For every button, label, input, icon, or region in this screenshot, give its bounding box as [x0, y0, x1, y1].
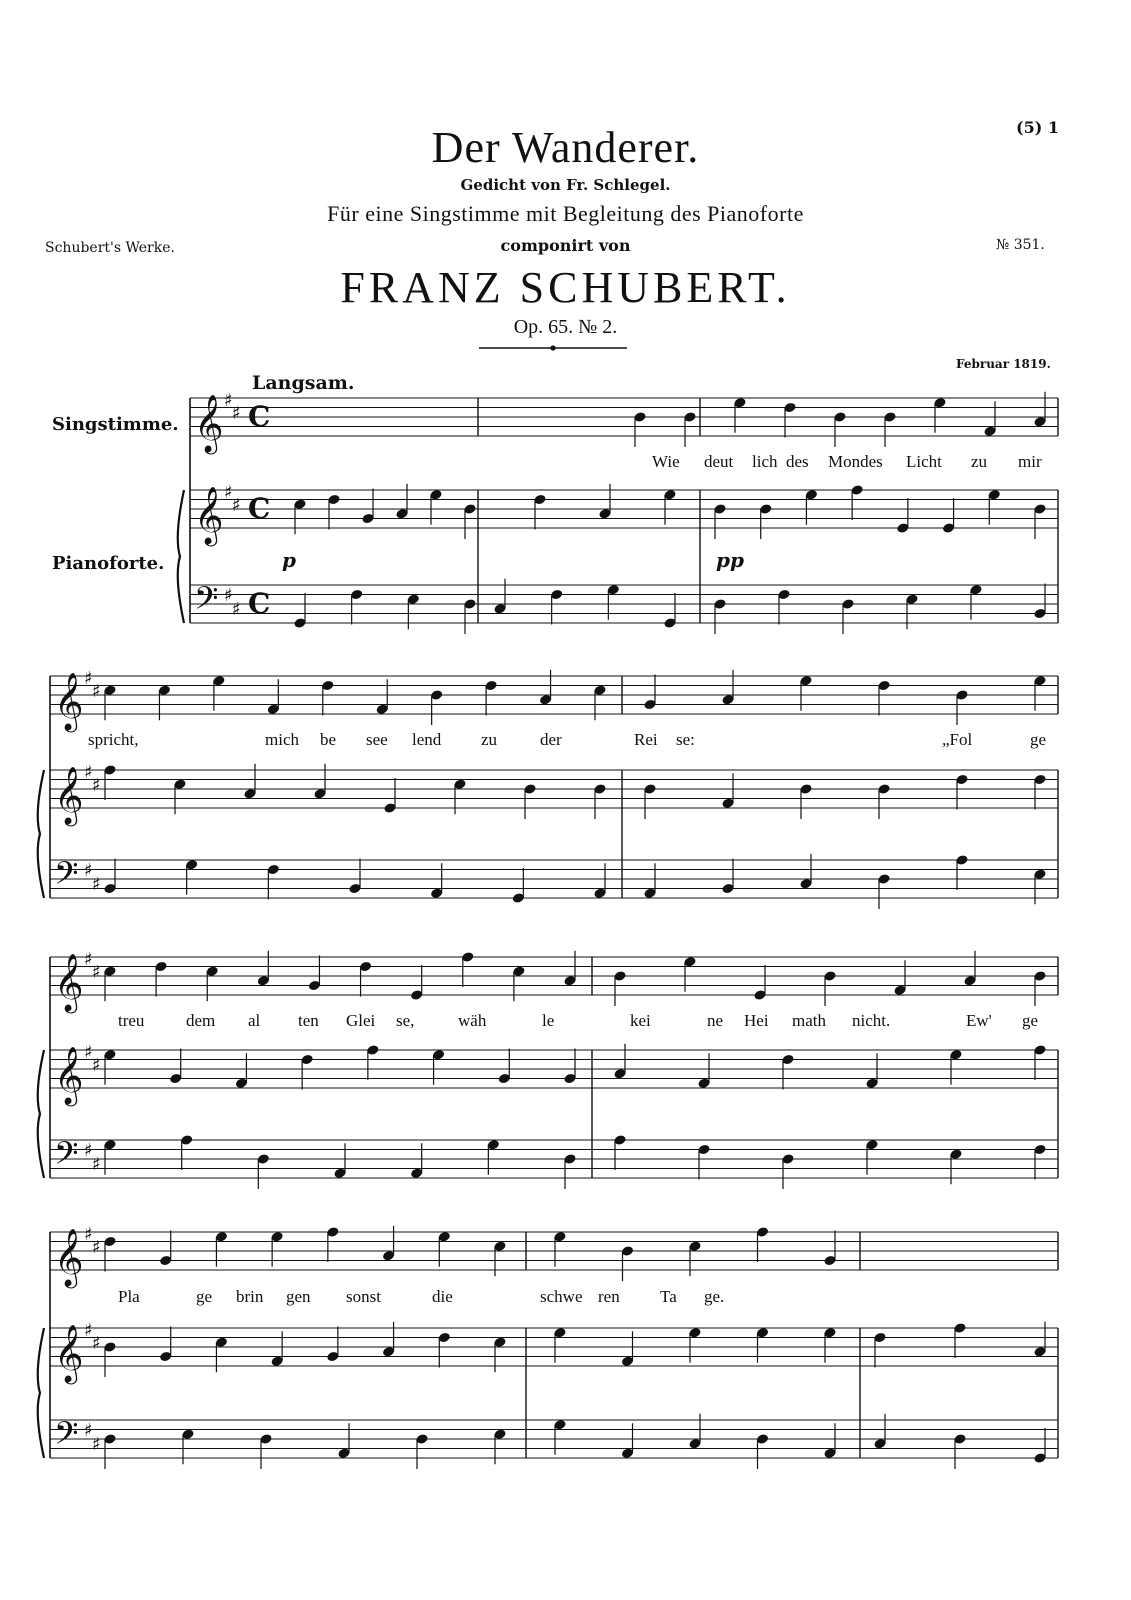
treble-clef-icon: 𝄞 [54, 1046, 84, 1104]
sharp-icon: ♯ [92, 1055, 101, 1076]
dynamic-pp: pp [716, 548, 744, 572]
treble-clef-icon: 𝄞 [54, 953, 84, 1011]
sharp-icon: ♯ [84, 1224, 93, 1245]
composer-name: FRANZ SCHUBERT. [340, 263, 791, 312]
sharp-icon: ♯ [84, 1320, 93, 1341]
piano-brace [38, 1328, 44, 1458]
treble-clef-icon: 𝄞 [194, 486, 224, 544]
lyric-syllable: ge. [704, 1287, 725, 1306]
lyric-syllable: schwe [540, 1287, 583, 1306]
lyric-syllable: lich [752, 452, 778, 471]
sharp-icon: ♯ [84, 1420, 93, 1441]
lyric-syllable: kei [630, 1011, 651, 1030]
catalogue-number: № 351. [996, 237, 1045, 253]
lyric-syllable: lend [412, 730, 442, 749]
lyric-syllable: see [366, 730, 388, 749]
treble-clef-icon: 𝄞 [54, 766, 84, 824]
lyric-syllable: Licht [906, 452, 942, 471]
lyric-syllable: mich [265, 730, 299, 749]
composed-by-line: componirt von [500, 236, 631, 255]
treble-clef-icon: 𝄞 [54, 672, 84, 730]
sharp-icon: ♯ [92, 775, 101, 796]
bass-clef-icon: 𝄢 [54, 1135, 79, 1179]
lyric-syllable: ge [1030, 730, 1047, 749]
sharp-icon: ♯ [84, 860, 93, 881]
page-number: (5) 1 [1016, 118, 1059, 137]
lyric-syllable: der [540, 730, 562, 749]
lyric-syllable: ge [1022, 1011, 1039, 1030]
common-time-icon: C [248, 400, 271, 433]
sharp-icon: ♯ [92, 874, 101, 895]
lyric-syllable: „Fol [942, 730, 973, 749]
lyric-syllable: Pla [118, 1287, 140, 1306]
dynamic-p: p [282, 548, 296, 572]
opus-number: Op. 65. № 2. [513, 316, 618, 338]
sharp-icon: ♯ [92, 962, 101, 983]
sharp-icon: ♯ [84, 1140, 93, 1161]
lyric-syllable: math [792, 1011, 826, 1030]
lyric-syllable: Mondes [828, 452, 883, 471]
sharp-icon: ♯ [84, 1042, 93, 1063]
sharp-icon: ♯ [232, 599, 241, 620]
voice-label: Singstimme. [52, 414, 179, 435]
lyric-syllable: se: [676, 730, 695, 749]
song-title: Der Wanderer. [431, 123, 700, 172]
sharp-icon: ♯ [232, 495, 241, 516]
sharp-icon: ♯ [224, 482, 233, 503]
lyric-syllable: dem [186, 1011, 216, 1030]
lyric-syllable: brin [236, 1287, 264, 1306]
treble-clef-icon: 𝄞 [194, 394, 224, 452]
lyric-syllable: Wie [652, 452, 680, 471]
lyric-syllable: zu [481, 730, 498, 749]
lyric-syllable: Hei [744, 1011, 769, 1030]
lyric-syllable: wäh [458, 1011, 487, 1030]
tempo-marking: Langsam. [252, 372, 355, 394]
treble-clef-icon: 𝄞 [54, 1324, 84, 1382]
sharp-icon: ♯ [92, 681, 101, 702]
piano-brace [178, 490, 184, 623]
piano-label: Pianoforte. [52, 553, 165, 574]
lyric-syllable: Rei [634, 730, 658, 749]
lyric-syllable: Ew' [966, 1011, 992, 1030]
sharp-icon: ♯ [232, 403, 241, 424]
lyric-syllable: sonst [346, 1287, 381, 1306]
lyric-syllable: Glei [346, 1011, 376, 1030]
piano-brace [38, 770, 44, 898]
notes [103, 392, 1046, 1469]
sharp-icon: ♯ [84, 949, 93, 970]
lyric-syllable: se, [396, 1011, 415, 1030]
lyric-syllable: ge [196, 1287, 213, 1306]
lyric-syllable: mir [1018, 452, 1042, 471]
title-divider [479, 345, 627, 350]
lyric-syllable: ren [598, 1287, 620, 1306]
lyric-syllable: die [432, 1287, 453, 1306]
common-time-icon: C [248, 587, 271, 620]
piano-brace [38, 1050, 44, 1178]
lyric-syllable: ne [707, 1011, 724, 1030]
sharp-icon: ♯ [92, 1154, 101, 1175]
poet-credit: Gedicht von Fr. Schlegel. [460, 176, 671, 194]
lyric-syllable: spricht, [88, 730, 139, 749]
bass-clef-icon: 𝄢 [54, 855, 79, 899]
sharp-icon: ♯ [84, 762, 93, 783]
lyric-syllable: deut [704, 452, 734, 471]
treble-clef-icon: 𝄞 [54, 1228, 84, 1286]
sharp-icon: ♯ [92, 1237, 101, 1258]
lyric-syllable: be [320, 730, 337, 749]
sharp-icon: ♯ [84, 668, 93, 689]
lyric-syllable: ten [298, 1011, 319, 1030]
lyric-syllable: al [248, 1011, 261, 1030]
collection-name: Schubert's Werke. [45, 240, 175, 256]
lyric-syllable: gen [286, 1287, 311, 1306]
sharp-icon: ♯ [224, 390, 233, 411]
lyric-syllable: nicht. [852, 1011, 891, 1030]
bass-clef-icon: 𝄢 [54, 1415, 79, 1459]
lyric-syllable: des [786, 452, 809, 471]
composition-date: Februar 1819. [956, 357, 1051, 371]
bass-clef-icon: 𝄢 [194, 580, 219, 624]
common-time-icon: C [248, 492, 271, 525]
sharp-icon: ♯ [92, 1434, 101, 1455]
lyric-syllable: le [542, 1011, 555, 1030]
lyric-syllable: Ta [660, 1287, 677, 1306]
lyric-syllable: treu [118, 1011, 145, 1030]
sharp-icon: ♯ [224, 585, 233, 606]
sharp-icon: ♯ [92, 1333, 101, 1354]
scoring-line: Für eine Singstimme mit Begleitung des Pianoforte [327, 201, 804, 226]
lyric-syllable: zu [971, 452, 988, 471]
